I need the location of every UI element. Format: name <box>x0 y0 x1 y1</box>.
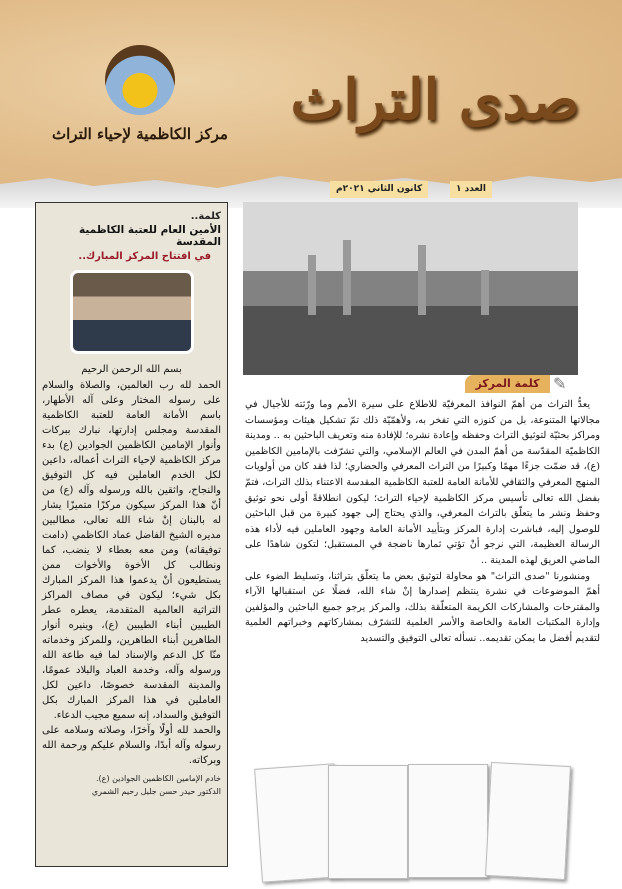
secretary-general-message <box>35 202 228 867</box>
editorial-paragraph: ومنشورنا "صدى التراث" هو محاولة لتوثيق بعض ما يتعلّق بتراثنا، وتسليط الضوء على أهمّ الموضوعات في نشرة ينتظم إصدارها إنْ شاء الله، فضلًا عن استقبالها الآراء والمقترحات والمشاركات الكريمة المتعلّقة بذلك، والمركز يرجو جميع الباحثين والمؤلفين وإدارة المكتبات العامة والخاصة والأسر العلمية للتشرّف بمشاركاتهم وخبراتهم العلمية لتقديم أفضل ما يمكن تقديمه.. نسأله تعالى التوفيق والتسديد <box>245 570 600 644</box>
document-image <box>485 762 571 880</box>
document-image <box>328 765 408 879</box>
basmala: بسم الله الرحمن الرحيم <box>81 364 182 375</box>
shrine-historic-photo <box>243 202 578 375</box>
document-scans <box>258 762 593 882</box>
signature-title: خادم الإمامين الكاظمين الجوادين (ع). <box>96 774 221 783</box>
message-heading: الأمين العام للعتبة الكاظمية المقدسة <box>79 224 221 248</box>
portrait-photo <box>70 270 194 354</box>
document-image <box>408 764 488 878</box>
editorial-paragraph: يعدُّ التراث من أهمّ النوافذ المعرفيّة للاطلاع على سيرة الأمم وما ورّثته للأجيال في مجالاتها المتنوعة، بل من كنوزه التي تفخر به، ولأهمّيّة ذلك تمّ تشكيل هيئات ومؤسسات ومراكز بحثيّة لتوثيق التراث وحفظه وإعادة نشره؛ للإفادة منه وتعريف الباحثين به .. ومدينة الكاظميّة المقدّسة من أهمّ المدن في العالم الإسلامي، والتي تشرّفت بالإمامين الكاظمين (ع)، قد ضمّت جزءًا مهمًا وكبيرًا من التراث المعرفي والحضاري؛ لذا فقد كان من أولويات المنهج المعرفي والثقافي للأمانة العامة للعتبة الكاظمية المقدسة الاعتناء بذلك التراث، فتمّ بفضل الله تعالى تأسيس مركز الكاظمية لإحياء التراث؛ ليكون انطلاقةً أولى نحو توثيق وحفظ ونشر ما يتعلّق بالتراث المعرفي، والذي يحتاج إلى جهود كبيرة من قبل الباحثين للوصول إليه، فباشرت إدارة المركز وبتأييد الأمانة العامة وجهود العاملين فيه لأداء هذه الرسالة العظيمة، التي نرجو أنْ تؤتي ثمارها ناضجة في المستقبل؛ لتكون شاهدًا على الماضي العريق لهذه المدينة .. <box>245 399 600 566</box>
pen-icon: ✎ <box>553 374 567 393</box>
issue-date: كانون الثاني ٢٠٢١م <box>330 181 428 198</box>
message-paragraph: والحمد لله أولًا وآخرًا، وصلاته وسلامه على رسوله وآله أبدًا، والسلام عليكم ورحمة الله وبركاته. <box>42 725 221 766</box>
message-subheading: في افتتاح المركز المبارك.. <box>78 251 211 262</box>
issue-number: العدد ١ <box>450 181 492 198</box>
message-kicker: كلمة.. <box>190 211 221 222</box>
section-label: كلمة المركز <box>465 375 550 393</box>
publisher-logo <box>30 45 250 170</box>
publisher-name: مركز الكاظمية لإحياء التراث <box>52 125 228 143</box>
magazine-title: صدى التراث <box>290 67 580 133</box>
signature-name: الدكتور حيدر حسن جليل رحيم الشمري <box>91 787 221 796</box>
center-editorial <box>245 397 600 647</box>
message-paragraph: الحمد لله رب العالمين، والصلاة والسلام على رسوله المختار وعلى آله الأطهار، باسم الأمانة العامة للعتبة الكاظمية المقدسة ومجلس إدارتها، نبارك ببركات وأنوار الإمامين الكاظمين الجوادين (ع) بدء مركز الكاظمية لإحياء التراث أعماله، داعين لكل الخدم العاملين فيه كل التوفيق والنجاح، واثقين بالله ورسوله وآله (ع) من أنّ هذا المركز سيكون مركزًا متميزًا يشار له بالبنان إنْ شاء الله تعالى، مطالبين مديره الشيخ الفاضل عماد الكاظمي (دامت توفيقاته) ومن معه بعطاء لا ينضب، كما ونطالب كل الأخوة والأخوات ممن يستطيعون أنْ يدعموا هذا المركز المبارك بكل شيء؛ ليكون في مصاف المراكز التراثية العالمية المتقدمة، يعطره عطر الطيبين أبناء الطيبين (ع)، وينيره أنوار الطاهرين أبناء الطاهرين، وللمركز وخدماته منّا كل الدعم والإسناد لما فيه طاعة الله ورسوله وآله، وخدمة العباد والبلاد عمومًا، والمدينة المقدسة خصوصًا، داعين لكل العاملين في هذا المركز المبارك بكل التوفيق والسداد، إنه سميع مجيب الدعاء. <box>42 380 221 721</box>
shrine-dome-icon <box>105 45 175 115</box>
